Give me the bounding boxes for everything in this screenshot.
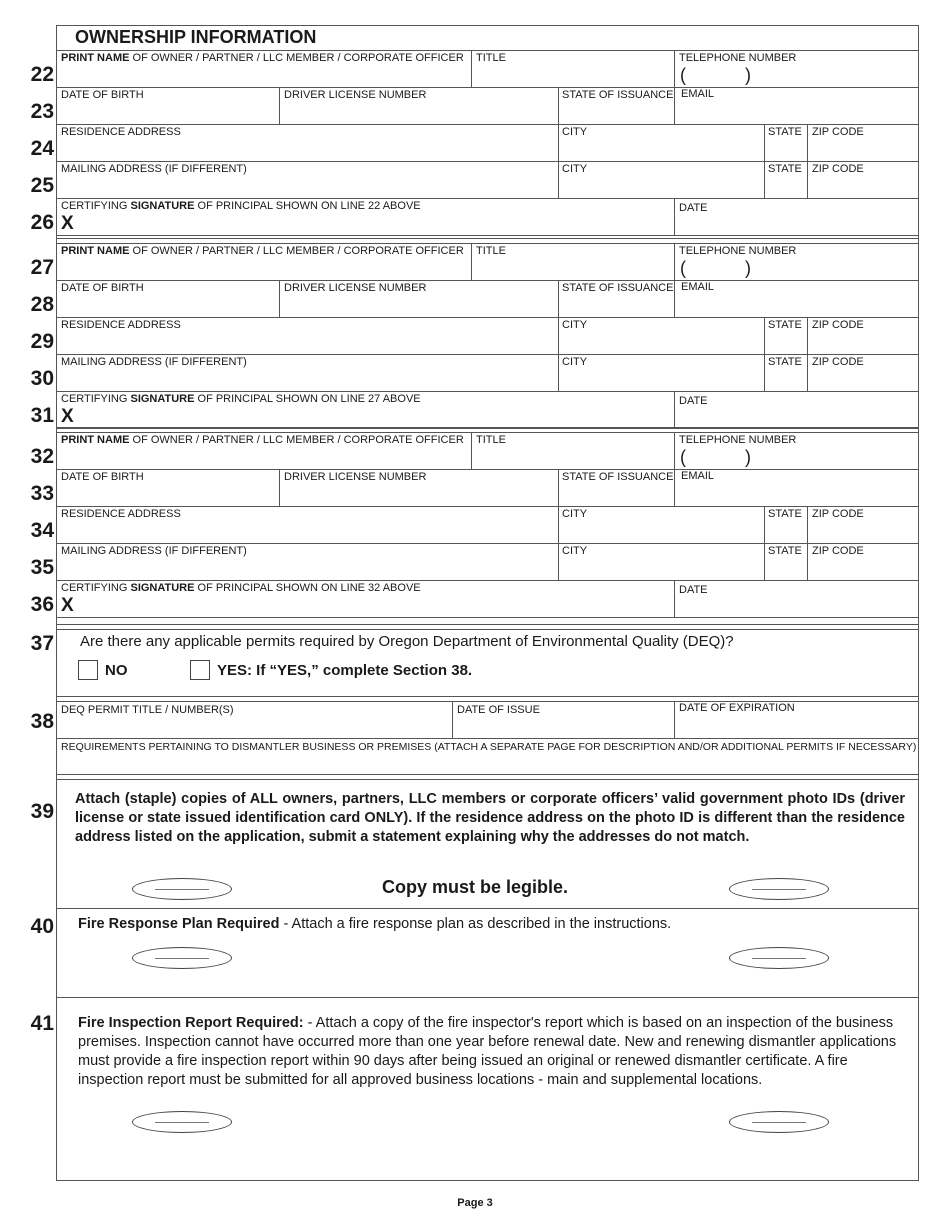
row-number: 33 [30, 482, 54, 505]
zip-code-label: ZIP CODE [812, 319, 864, 331]
row-number: 25 [30, 174, 54, 197]
row-number: 32 [30, 445, 54, 468]
telephone-label: TELEPHONE NUMBER [679, 52, 797, 64]
signature-x-mark: X [61, 213, 74, 234]
divider [471, 243, 472, 280]
email-field[interactable] [679, 484, 915, 504]
zip-code-label: ZIP CODE [812, 163, 864, 175]
city-field[interactable] [562, 558, 760, 578]
divider [56, 317, 919, 318]
divider [674, 243, 675, 280]
driver-license-label: DRIVER LICENSE NUMBER [284, 471, 427, 483]
signature-date-field[interactable] [679, 595, 915, 615]
city-field[interactable] [562, 139, 760, 159]
certifying-rest: OF PRINCIPAL SHOWN ON LINE 22 ABOVE [194, 200, 421, 212]
divider [56, 629, 919, 630]
print-name-bold: PRINT NAME [61, 434, 130, 446]
residence-address-field[interactable] [61, 139, 554, 159]
row-number: 24 [30, 137, 54, 160]
print-name-bold: PRINT NAME [61, 52, 130, 64]
yes-checkbox[interactable] [190, 660, 210, 680]
divider [764, 543, 765, 580]
divider [674, 580, 675, 617]
divider [764, 506, 765, 543]
state-field[interactable] [768, 521, 804, 541]
divider [764, 161, 765, 198]
divider [56, 543, 919, 544]
divider [279, 87, 280, 124]
state-field[interactable] [768, 369, 804, 389]
deq-question: Are there any applicable permits required by Oregon Department of Environmental Quality (DEQ)? [80, 633, 734, 650]
city-label: CITY [562, 508, 588, 520]
print-name-bold: PRINT NAME [61, 245, 130, 257]
divider [56, 997, 919, 998]
row-number: 30 [30, 367, 54, 390]
divider [56, 87, 919, 88]
city-label: CITY [562, 545, 588, 557]
state-label: STATE [768, 508, 802, 520]
fire-response-body: - Attach a fire response plan as described in the instructions. [279, 916, 672, 932]
state-field[interactable] [768, 332, 804, 352]
fire-inspection-text [78, 1014, 903, 1090]
row-number: 23 [30, 100, 54, 123]
certifying-bold: SIGNATURE [130, 393, 195, 405]
mailing-address-label: MAILING ADDRESS (IF DIFFERENT) [61, 545, 247, 557]
telephone-label: TELEPHONE NUMBER [679, 434, 797, 446]
print-name-label [61, 245, 464, 258]
row-number-37: 37 [30, 632, 54, 655]
title-field[interactable] [476, 65, 669, 85]
date-of-birth-field[interactable] [61, 102, 274, 122]
zip-code-field[interactable] [812, 521, 915, 541]
divider [56, 50, 919, 51]
divider [807, 124, 808, 161]
row-number-39: 39 [30, 800, 54, 823]
staple-oval-left [132, 947, 232, 969]
zip-code-field[interactable] [812, 558, 915, 578]
divider [674, 280, 675, 317]
divider [764, 354, 765, 391]
zip-code-label: ZIP CODE [812, 508, 864, 520]
city-label: CITY [562, 356, 588, 368]
print-name-rest: OF OWNER / PARTNER / LLC MEMBER / CORPORATE OFFICER [129, 245, 464, 257]
title-label: TITLE [476, 52, 506, 64]
divider [558, 87, 559, 124]
row-number: 36 [30, 593, 54, 616]
email-label: EMAIL [681, 88, 715, 100]
area-code-open: ( [680, 447, 686, 467]
divider [56, 432, 919, 433]
legible-note: Copy must be legible. [381, 877, 569, 897]
state-of-issuance-label: STATE OF ISSUANCE [562, 282, 674, 294]
divider [471, 432, 472, 469]
no-checkbox[interactable] [78, 660, 98, 680]
divider [558, 506, 559, 543]
area-code-open: ( [680, 65, 686, 85]
zip-code-label: ZIP CODE [812, 356, 864, 368]
certifying-pre: CERTIFYING [61, 200, 131, 212]
divider [452, 701, 453, 738]
divider [674, 391, 675, 428]
date-of-birth-label: DATE OF BIRTH [61, 89, 144, 101]
divider [56, 428, 919, 429]
city-field[interactable] [562, 332, 760, 352]
deq-permit-title-label: DEQ PERMIT TITLE / NUMBER(S) [61, 704, 234, 716]
divider [56, 506, 919, 507]
divider [558, 161, 559, 198]
requirements-field[interactable] [56, 738, 919, 774]
divider [56, 354, 919, 355]
certifying-bold: SIGNATURE [130, 582, 195, 594]
divider [56, 243, 919, 244]
row-number: 28 [30, 293, 54, 316]
date-of-birth-field[interactable] [61, 295, 274, 315]
divider [56, 280, 919, 281]
divider [56, 391, 919, 392]
signature-date-field[interactable] [679, 213, 915, 233]
divider [558, 280, 559, 317]
divider [807, 543, 808, 580]
email-label: EMAIL [681, 470, 715, 482]
mailing-address-field[interactable] [61, 176, 554, 196]
staple-oval-left [132, 1111, 232, 1133]
certifying-bold: SIGNATURE [130, 200, 195, 212]
date-of-birth-label: DATE OF BIRTH [61, 471, 144, 483]
title-label: TITLE [476, 434, 506, 446]
mailing-address-label: MAILING ADDRESS (IF DIFFERENT) [61, 163, 247, 175]
state-label: STATE [768, 356, 802, 368]
city-field[interactable] [562, 176, 760, 196]
row-number-41: 41 [30, 1012, 54, 1035]
signature-field[interactable] [80, 406, 670, 426]
row-number: 31 [30, 404, 54, 427]
state-label: STATE [768, 126, 802, 138]
zip-code-field[interactable] [812, 139, 915, 159]
area-code-close: ) [745, 447, 751, 467]
driver-license-label: DRIVER LICENSE NUMBER [284, 282, 427, 294]
row-number: 35 [30, 556, 54, 579]
date-of-birth-label: DATE OF BIRTH [61, 282, 144, 294]
certifying-rest: OF PRINCIPAL SHOWN ON LINE 32 ABOVE [194, 582, 421, 594]
date-of-issue-label: DATE OF ISSUE [457, 704, 540, 716]
yes-label: YES: If “YES,” complete Section 38. [217, 662, 473, 679]
print-name-label [61, 52, 464, 65]
divider [558, 124, 559, 161]
divider [674, 87, 675, 124]
photo-id-instructions: Attach (staple) copies of ALL owners, partners, LLC members or corporate officers’ valid government photo IDs (driver license or state issued identification card ONLY). If the residence address on the photo ID is different than the residence address listed on the application, submit a statement explaining why the addresses do not match. [75, 791, 905, 845]
state-field[interactable] [768, 176, 804, 196]
telephone-field[interactable] [690, 65, 915, 85]
print-name-field[interactable] [61, 258, 466, 278]
mailing-address-field[interactable] [61, 558, 554, 578]
fire-response-title: Fire Response Plan Required [78, 916, 280, 932]
divider [56, 580, 919, 581]
residence-address-field[interactable] [61, 332, 554, 352]
city-label: CITY [562, 163, 588, 175]
signature-x-mark: X [61, 595, 74, 616]
divider [558, 354, 559, 391]
fire-inspection-title: Fire Inspection Report Required: [78, 1015, 304, 1031]
divider [807, 506, 808, 543]
divider [807, 317, 808, 354]
divider [558, 317, 559, 354]
residence-address-label: RESIDENCE ADDRESS [61, 319, 181, 331]
row-number: 27 [30, 256, 54, 279]
print-name-label [61, 434, 464, 447]
certifying-signature-label [61, 200, 421, 213]
zip-code-field[interactable] [812, 176, 915, 196]
email-field[interactable] [679, 295, 915, 315]
driver-license-field[interactable] [284, 102, 554, 122]
staple-oval-right [729, 1111, 829, 1133]
divider [56, 198, 919, 199]
city-field[interactable] [562, 521, 760, 541]
divider [56, 624, 919, 625]
page-number: Page 3 [457, 1197, 493, 1209]
divider [56, 124, 919, 125]
date-label: DATE [679, 584, 708, 596]
signature-field[interactable] [80, 213, 670, 233]
divider [764, 124, 765, 161]
email-field[interactable] [679, 102, 915, 122]
state-field[interactable] [768, 558, 804, 578]
fire-inspection-body: - Attach a copy of the fire inspector's report which is based on an inspection of the business premises. Inspection cannot have occurred more than one year before renewal date. New and renewing dismantler applications must provide a fire inspection report within 90 days after being issued an original or renewed dismantler certificate. A fire inspection report must be submitted for all approved business locations - main and supplemental locations. [78, 1015, 897, 1088]
section-title: OWNERSHIP INFORMATION [75, 27, 317, 47]
certifying-pre: CERTIFYING [61, 393, 131, 405]
area-code-close: ) [745, 65, 751, 85]
date-of-expiration-label: DATE OF EXPIRATION [679, 702, 795, 714]
divider [674, 198, 675, 235]
row-number: 22 [30, 63, 54, 86]
divider [807, 354, 808, 391]
divider [807, 161, 808, 198]
area-code-close: ) [745, 258, 751, 278]
date-of-birth-field[interactable] [61, 484, 274, 504]
state-label: STATE [768, 319, 802, 331]
state-field[interactable] [768, 139, 804, 159]
row-number: 29 [30, 330, 54, 353]
divider [674, 50, 675, 87]
divider [764, 317, 765, 354]
divider [56, 238, 919, 239]
row-number: 26 [30, 211, 54, 234]
print-name-field[interactable] [61, 65, 466, 85]
title-field[interactable] [476, 258, 669, 278]
divider [56, 161, 919, 162]
divider [56, 908, 919, 909]
state-of-issuance-field[interactable] [562, 102, 670, 122]
requirements-label: REQUIREMENTS PERTAINING TO DISMANTLER BUSINESS OR PREMISES (ATTACH A SEPARATE PAGE FOR DESCRIPTION AND/OR ADDITIONAL PERMITS IF NECESSARY) [61, 741, 917, 753]
divider [279, 469, 280, 506]
title-field[interactable] [476, 447, 669, 467]
state-of-issuance-label: STATE OF ISSUANCE [562, 471, 674, 483]
divider [279, 280, 280, 317]
certifying-rest: OF PRINCIPAL SHOWN ON LINE 27 ABOVE [194, 393, 421, 405]
residence-address-field[interactable] [61, 521, 554, 541]
divider [56, 469, 919, 470]
divider [56, 779, 919, 780]
certifying-signature-label [61, 582, 421, 595]
divider [558, 469, 559, 506]
zip-code-label: ZIP CODE [812, 126, 864, 138]
email-label: EMAIL [681, 281, 715, 293]
telephone-label: TELEPHONE NUMBER [679, 245, 797, 257]
driver-license-field[interactable] [284, 484, 554, 504]
zip-code-field[interactable] [812, 369, 915, 389]
area-code-open: ( [680, 258, 686, 278]
driver-license-label: DRIVER LICENSE NUMBER [284, 89, 427, 101]
divider [56, 696, 919, 697]
state-label: STATE [768, 545, 802, 557]
residence-address-label: RESIDENCE ADDRESS [61, 508, 181, 520]
date-label: DATE [679, 395, 708, 407]
city-label: CITY [562, 319, 588, 331]
divider [674, 432, 675, 469]
print-name-rest: OF OWNER / PARTNER / LLC MEMBER / CORPORATE OFFICER [129, 52, 464, 64]
mailing-address-field[interactable] [61, 369, 554, 389]
driver-license-field[interactable] [284, 295, 554, 315]
print-name-rest: OF OWNER / PARTNER / LLC MEMBER / CORPORATE OFFICER [129, 434, 464, 446]
certifying-pre: CERTIFYING [61, 582, 131, 594]
fire-response-text [78, 915, 908, 934]
title-label: TITLE [476, 245, 506, 257]
zip-code-label: ZIP CODE [812, 545, 864, 557]
print-name-field[interactable] [61, 447, 466, 467]
signature-field[interactable] [80, 595, 670, 615]
telephone-field[interactable] [690, 258, 915, 278]
no-label: NO [105, 662, 128, 679]
divider [56, 235, 919, 236]
city-label: CITY [562, 126, 588, 138]
residence-address-label: RESIDENCE ADDRESS [61, 126, 181, 138]
state-of-issuance-field[interactable] [562, 484, 670, 504]
telephone-field[interactable] [690, 447, 915, 467]
state-of-issuance-field[interactable] [562, 295, 670, 315]
state-of-issuance-label: STATE OF ISSUANCE [562, 89, 674, 101]
staple-oval-right [729, 947, 829, 969]
city-field[interactable] [562, 369, 760, 389]
divider [558, 543, 559, 580]
row-number: 34 [30, 519, 54, 542]
row-number-38: 38 [30, 710, 54, 733]
signature-x-mark: X [61, 406, 74, 427]
divider [674, 701, 675, 738]
zip-code-field[interactable] [812, 332, 915, 352]
divider [471, 50, 472, 87]
mailing-address-label: MAILING ADDRESS (IF DIFFERENT) [61, 356, 247, 368]
date-label: DATE [679, 202, 708, 214]
staple-oval-right [729, 878, 829, 900]
divider [56, 427, 919, 428]
state-label: STATE [768, 163, 802, 175]
signature-date-field[interactable] [679, 406, 915, 426]
divider [56, 774, 919, 775]
row-number-40: 40 [30, 915, 54, 938]
certifying-signature-label [61, 393, 421, 406]
divider [674, 469, 675, 506]
divider [56, 617, 919, 618]
